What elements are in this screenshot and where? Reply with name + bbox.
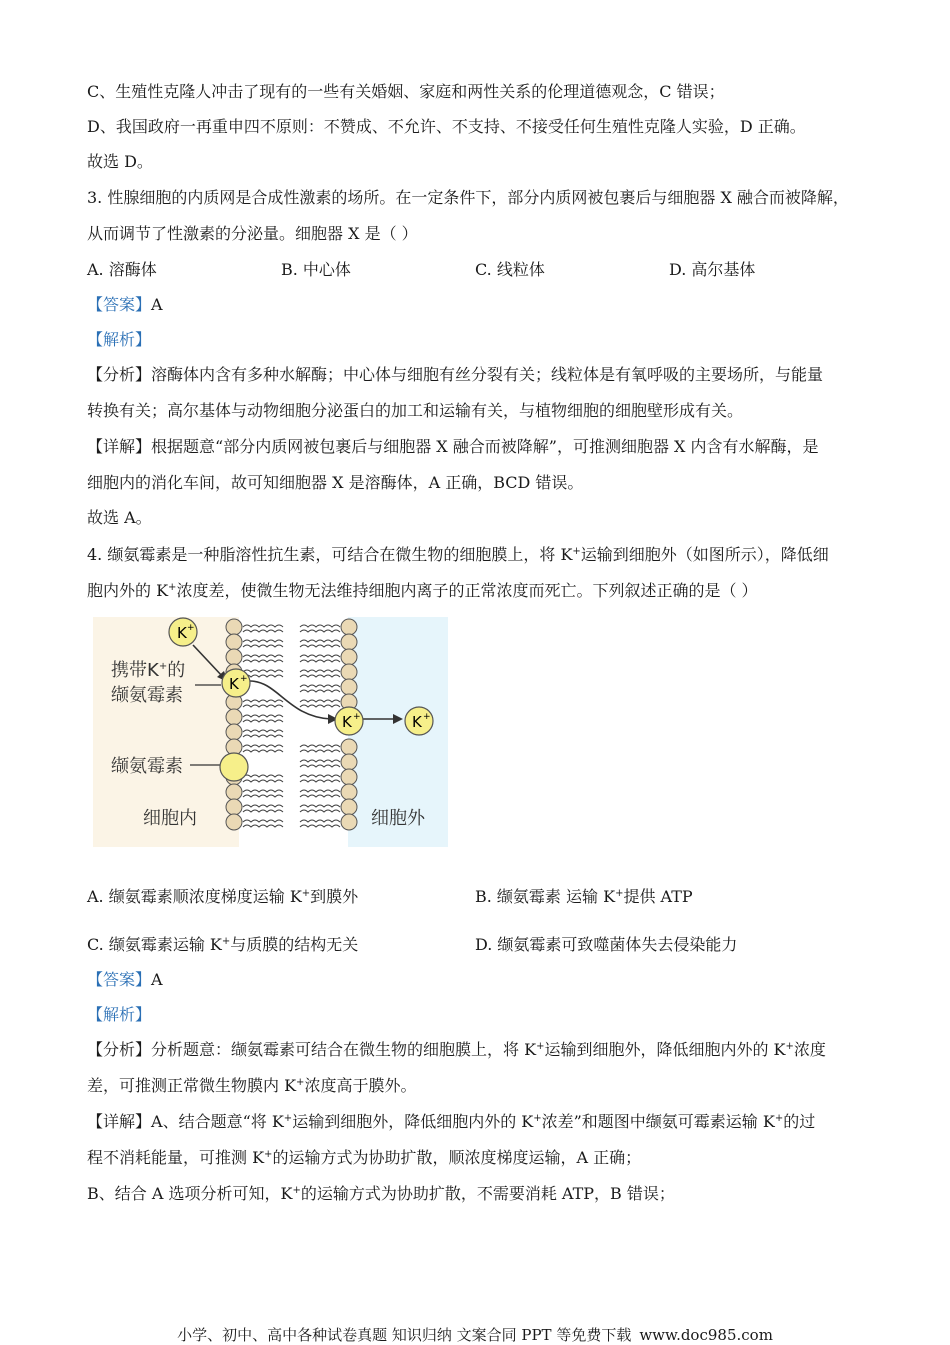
text-line: C、生殖性克隆人冲击了现有的一些有关婚姻、家庭和两性关系的伦理道德观念，C 错误； [87, 82, 725, 101]
q3-detail: 【详解】根据题意“部分内质网被包裹后与细胞器 X 融合而被降解”，可推测细胞器 X 内含有水解酶，是 [87, 437, 819, 456]
phospholipid-tail [243, 705, 283, 707]
answer-label: 【答案】 [87, 295, 152, 314]
analysis-label: 【解析】 [87, 330, 152, 349]
phospholipid-tail [300, 760, 340, 762]
phospholipid-tail [300, 685, 340, 687]
q4-detail: 【详解】A、结合题意“将 K+运输到细胞外，降低细胞内外的 K+浓差”和题图中缬氨可霉素运输 K+的过 [87, 1112, 816, 1131]
phospholipid-tail [300, 645, 340, 647]
phospholipid-tail [300, 775, 340, 777]
phospholipid-tail [243, 745, 283, 747]
svg-text:+: + [423, 712, 431, 722]
k-ion-outside [405, 707, 433, 735]
outside-label: 细胞外 [371, 808, 425, 829]
phospholipid-tail [300, 795, 340, 797]
q3-option-c: C. 线粒体 [475, 260, 545, 279]
svg-text:K: K [342, 713, 352, 731]
phospholipid-head [341, 814, 357, 830]
svg-text:+: + [240, 674, 248, 684]
svg-text:+: + [353, 712, 361, 722]
phospholipid-tail [243, 790, 283, 792]
phospholipid-head [341, 769, 357, 785]
phospholipid-tail [243, 640, 283, 642]
phospholipid-head [226, 814, 242, 830]
phospholipid-tail [300, 780, 340, 782]
phospholipid-tail [300, 670, 340, 672]
phospholipid-head [341, 799, 357, 815]
xiangjie-label: 【详解】 [87, 437, 152, 456]
inside-label: 细胞内 [143, 808, 197, 829]
phospholipid-tail [300, 705, 340, 707]
k-ion-carrier [222, 669, 250, 697]
phospholipid-tail [300, 690, 340, 692]
text-line: 故选 A。 [87, 508, 152, 527]
phospholipid-tail [243, 670, 283, 672]
footer-link[interactable]: www.doc985.com [639, 1326, 773, 1344]
fenxi-label: 【分析】 [87, 365, 152, 384]
phospholipid-head [341, 619, 357, 635]
phospholipid-tail [300, 790, 340, 792]
text-line: 故选 D。 [87, 152, 153, 171]
q3-option-b: B. 中心体 [281, 260, 351, 279]
phospholipid-head [341, 679, 357, 695]
phospholipid-head [341, 634, 357, 650]
phospholipid-tail [300, 765, 340, 767]
carrier-label: 携带K+的 [111, 660, 186, 681]
phospholipid-tail [243, 780, 283, 782]
q3-detail-cont: 细胞内的消化车间，故可知细胞器 X 是溶酶体，A 正确，BCD 错误。 [87, 473, 584, 492]
phospholipid-tail [243, 820, 283, 822]
phospholipid-tail [243, 810, 283, 812]
q4-fenxi: 【分析】分析题意：缬氨霉素可结合在微生物的细胞膜上，将 K+运输到细胞外，降低细胞内外的 K+浓度 [87, 1040, 826, 1059]
phospholipid-head [341, 754, 357, 770]
phospholipid-head [341, 649, 357, 665]
valinomycin-molecule [220, 753, 248, 781]
analysis-label: 【解析】 [87, 1005, 152, 1024]
phospholipid-head [226, 709, 242, 725]
svg-text:K: K [177, 624, 187, 642]
valinomycin-label: 缬氨霉素 [111, 756, 183, 777]
q4-option-c: C. 缬氨霉素运输 K+与质膜的结构无关 [87, 935, 359, 954]
q3-answer [87, 295, 163, 315]
q4-detail-cont: 程不消耗能量，可推测 K+的运输方式为协助扩散，顺浓度梯度运输，A 正确； [87, 1148, 642, 1167]
q4-option-b: B. 缬氨霉素 运输 K+提供 ATP [475, 887, 693, 906]
svg-text:+: + [187, 623, 195, 633]
phospholipid-tail [300, 805, 340, 807]
carrier-label-2: 缬氨霉素 [111, 685, 183, 706]
phospholipid-tail [300, 630, 340, 632]
svg-text:K: K [412, 713, 422, 731]
phospholipid-tail [243, 735, 283, 737]
phospholipid-tail [300, 700, 340, 702]
phospholipid-tail [243, 645, 283, 647]
question-4-line: 胞内外的 K+浓度差，使微生物无法维持细胞内离子的正常浓度而死亡。下列叙述正确的是（ ） [87, 581, 758, 600]
q3-option-a: A. 溶酶体 [87, 260, 157, 279]
phospholipid-tail [300, 625, 340, 627]
phospholipid-head [341, 664, 357, 680]
k-ion-outer-carrier [335, 707, 363, 735]
phospholipid-tail [243, 795, 283, 797]
svg-text:K: K [229, 675, 239, 693]
q3-fenxi: 【分析】溶酶体内含有多种水解酶；中心体与细胞有丝分裂有关；线粒体是有氧呼吸的主要场所，与能量 [87, 365, 824, 384]
k-ion-inside [169, 618, 197, 646]
phospholipid-tail [300, 810, 340, 812]
phospholipid-tail [243, 720, 283, 722]
q3-option-d: D. 高尔基体 [669, 260, 756, 279]
q4-option-a: A. 缬氨霉素顺浓度梯度运输 K+到膜外 [87, 887, 359, 906]
footer-text: 小学、初中、高中各种试卷真题 知识归纳 文案合同 PPT 等免费下载 [177, 1326, 632, 1344]
phospholipid-tail [243, 630, 283, 632]
phospholipid-tail [300, 660, 340, 662]
question-3-line: 从而调节了性激素的分泌量。细胞器 X 是（ ） [87, 224, 418, 243]
phospholipid-tail [243, 715, 283, 717]
phospholipid-tail [243, 750, 283, 752]
phospholipid-tail [243, 655, 283, 657]
text-line: D、我国政府一再重申四不原则：不赞成、不允许、不支持、不接受任何生殖性克隆人实验，D 正确。 [87, 117, 806, 136]
question-3-line: 3. 性腺细胞的内质网是合成性激素的场所。在一定条件下，部分内质网被包裹后与细胞器 X 融合而被降解， [87, 188, 849, 207]
phospholipid-tail [243, 775, 283, 777]
phospholipid-tail [300, 750, 340, 752]
phospholipid-head [226, 799, 242, 815]
phospholipid-tail [243, 805, 283, 807]
phospholipid-tail [300, 655, 340, 657]
page-footer [0, 1324, 950, 1345]
phospholipid-tail [243, 700, 283, 702]
phospholipid-head [341, 784, 357, 800]
phospholipid-tail [243, 730, 283, 732]
phospholipid-head [226, 649, 242, 665]
valinomycin-figure [93, 617, 448, 847]
phospholipid-tail [243, 625, 283, 627]
phospholipid-tail [243, 660, 283, 662]
phospholipid-tail [300, 675, 340, 677]
q3-fenxi-cont: 转换有关；高尔基体与动物细胞分泌蛋白的加工和运输有关，与植物细胞的细胞壁形成有关。 [87, 401, 744, 420]
q4-answer: 【答案】A [87, 970, 163, 989]
phospholipid-tail [300, 640, 340, 642]
phospholipid-head [226, 784, 242, 800]
phospholipid-tail [300, 825, 340, 827]
phospholipid-tail [300, 745, 340, 747]
phospholipid-head [226, 619, 242, 635]
question-4-line: 4. 缬氨霉素是一种脂溶性抗生素，可结合在微生物的细胞膜上，将 K+运输到细胞外（如图所示），降低细 [87, 545, 829, 564]
phospholipid-tail [300, 820, 340, 822]
q4-detail-b: B、结合 A 选项分析可知，K+的运输方式为协助扩散，不需要消耗 ATP，B 错误； [87, 1184, 675, 1203]
phospholipid-tail [243, 825, 283, 827]
q4-option-d: D. 缬氨霉素可致噬菌体失去侵染能力 [475, 935, 738, 954]
q4-fenxi-cont: 差，可推测正常微生物膜内 K+浓度高于膜外。 [87, 1076, 417, 1095]
answer-value: A [151, 295, 163, 314]
phospholipid-head [341, 739, 357, 755]
phospholipid-head [226, 724, 242, 740]
phospholipid-head [226, 634, 242, 650]
